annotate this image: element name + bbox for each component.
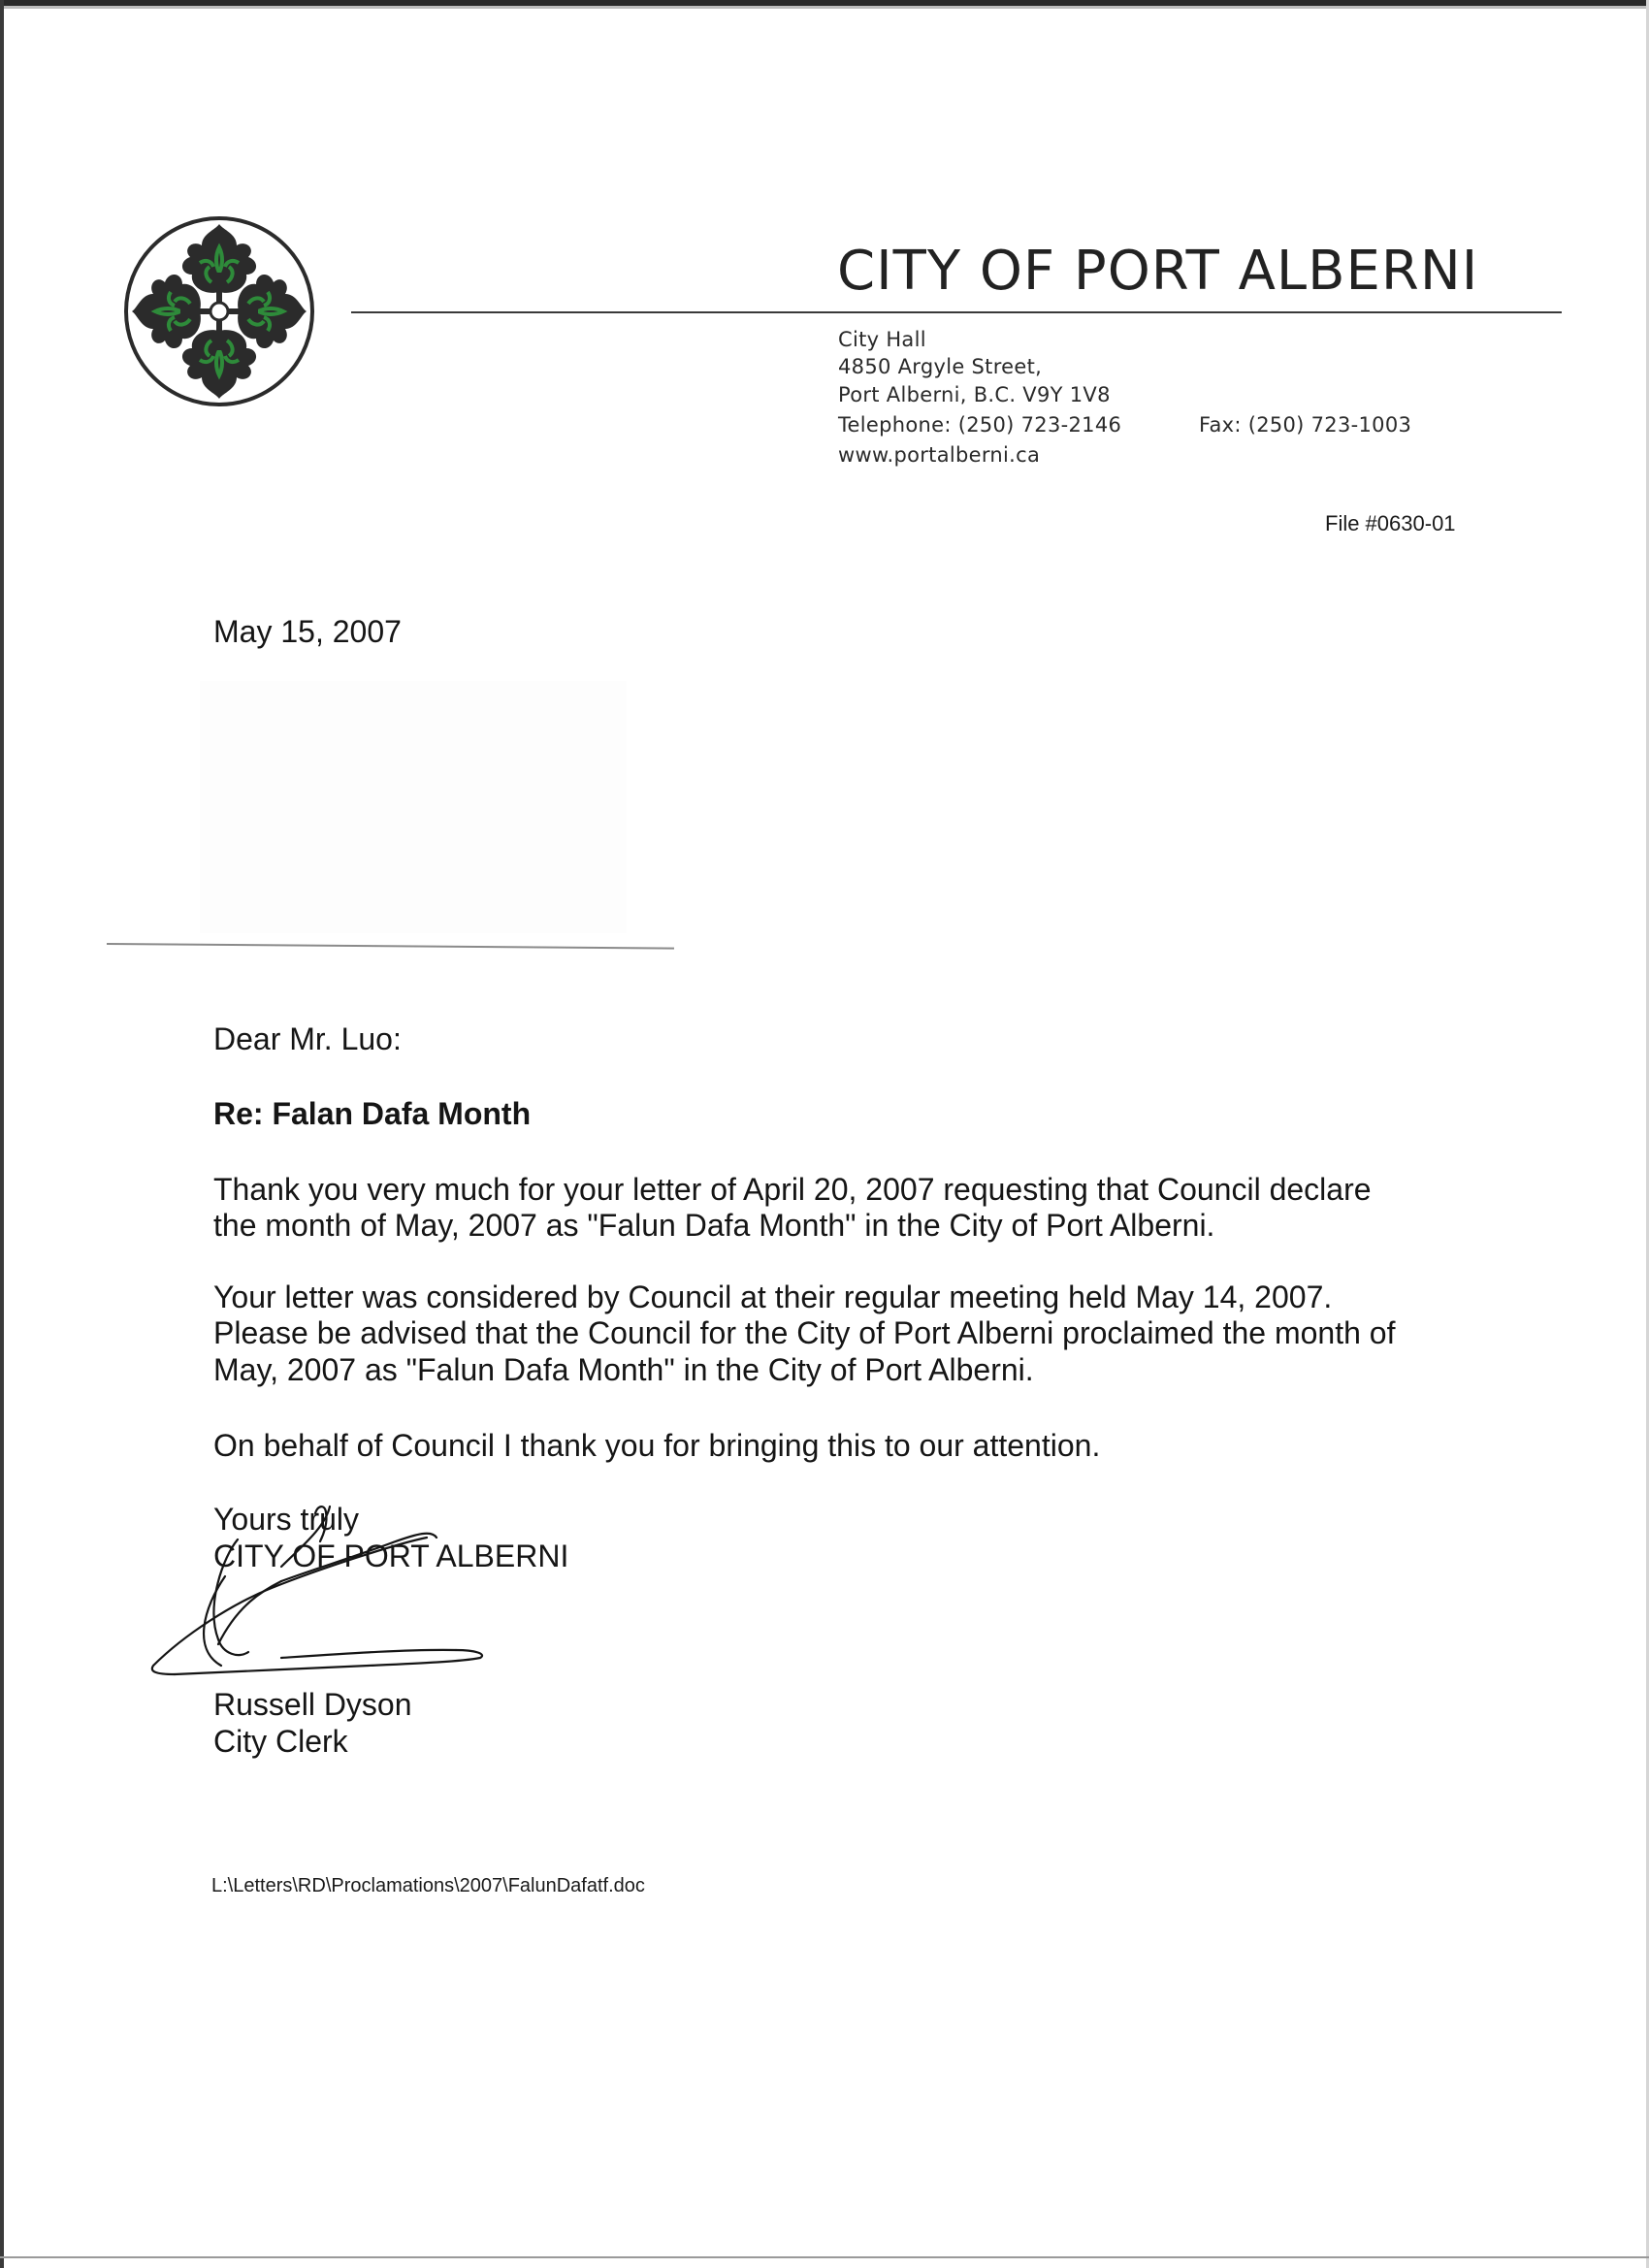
subject-line: Re: Falan Dafa Month	[213, 1096, 532, 1131]
signer-title: City Clerk	[213, 1724, 348, 1759]
handwritten-signature	[146, 1499, 514, 1727]
redaction-fold-line	[107, 943, 674, 950]
city-logo-icon	[122, 214, 316, 408]
paragraph-3-line-1: On behalf of Council I thank you for bringing this to our attention.	[213, 1428, 1101, 1463]
letterhead-rule	[351, 311, 1562, 313]
address-line-street: 4850 Argyle Street,	[838, 355, 1043, 378]
paragraph-2-line-3: May, 2007 as "Falun Dafa Month" in the City of Port Alberni.	[213, 1352, 1034, 1387]
scan-edge-shadow	[0, 6, 1649, 9]
address-line-city-hall: City Hall	[838, 328, 926, 351]
address-line-city: Port Alberni, B.C. V9Y 1V8	[838, 383, 1111, 406]
scan-edge-bottom	[0, 2256, 1649, 2258]
signer-name: Russell Dyson	[213, 1687, 412, 1722]
address-line-telephone: Telephone: (250) 723-2146	[838, 413, 1122, 437]
closing-line-1: Yours truly	[213, 1502, 359, 1537]
paragraph-1-line-2: the month of May, 2007 as "Falun Dafa Month" in the City of Port Alberni.	[213, 1208, 1215, 1243]
file-reference: File #0630-01	[1325, 511, 1456, 535]
address-line-website: www.portalberni.ca	[838, 443, 1041, 467]
document-file-path: L:\Letters\RD\Proclamations\2007\FalunDafatf.doc	[211, 1875, 645, 1896]
letter-date: May 15, 2007	[213, 614, 402, 649]
letterhead-title: CITY OF PORT ALBERNI	[837, 240, 1479, 303]
paragraph-2-line-1: Your letter was considered by Council at their regular meeting held May 14, 2007.	[213, 1280, 1333, 1314]
closing-line-2: CITY OF PORT ALBERNI	[213, 1539, 569, 1573]
paragraph-2-line-2: Please be advised that the Council for the City of Port Alberni proclaimed the month of	[213, 1315, 1396, 1350]
paragraph-1-line-1: Thank you very much for your letter of April 20, 2007 requesting that Council declare	[213, 1172, 1372, 1207]
salutation: Dear Mr. Luo:	[213, 1021, 402, 1056]
address-line-fax: Fax: (250) 723-1003	[1199, 413, 1412, 437]
scan-edge-left	[0, 0, 4, 2268]
redacted-recipient-address	[200, 681, 627, 933]
